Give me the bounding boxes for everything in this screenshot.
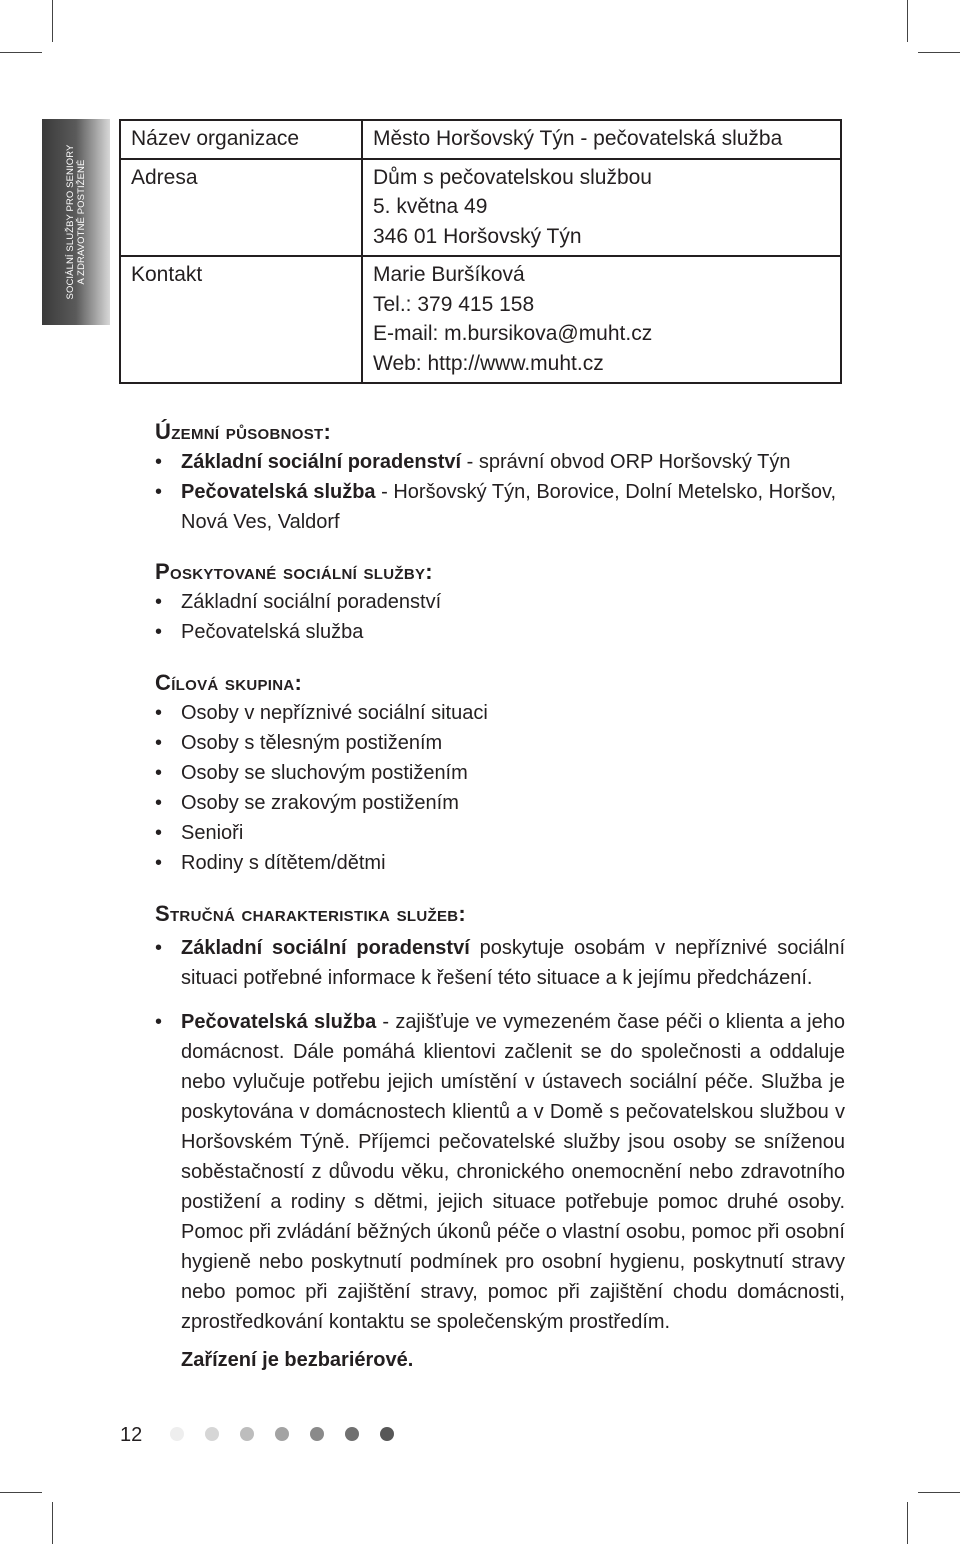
closing-note: Zařízení je bezbariérové. [181, 1349, 414, 1371]
item-text: - správní obvod ORP Horšovský Týn [461, 451, 791, 473]
row-value [362, 159, 841, 257]
page-number: 12 [120, 1424, 143, 1446]
list-item: • Osoby v nepříznivé sociální situaci [155, 698, 845, 728]
side-tab [42, 119, 110, 325]
bullet-list [155, 447, 845, 537]
row-label: Název organizace [120, 120, 362, 159]
list-item [155, 447, 845, 477]
organization-info-table [119, 119, 842, 384]
table-row [120, 120, 841, 159]
row-value [362, 120, 841, 159]
value-line: 5. května 49 [373, 195, 488, 218]
side-tab-text [65, 145, 87, 300]
item-text: - Horšovský Týn, Borovice, Dolní Metelsko, Horšov, Nová Ves, Valdorf [181, 481, 837, 533]
dot-icon [310, 1427, 324, 1441]
row-label: Adresa [120, 159, 362, 257]
item-bold: Pečovatelská služba [181, 481, 376, 503]
list-item: • Osoby se sluchovým postižením [155, 758, 845, 788]
section-charakteristika [155, 899, 845, 1337]
item-text: - zajišťuje ve vymezeném čase péči o klienta a jeho domácnost. Dále pomáhá klientovi začlenit se do společnosti a oddaluje nebo vylučuje potřebu jejich umístění v ústavech sociální péče. Služba je poskytována v domácnostech klientů a v Domě s pečovatelskou službou v Horšovském Týně. Příjemci pečovatelské služby jsou osoby se sníženou soběstačností z důvodu věku, chronického onemocnění nebo zdravotního postižení a rodiny s dětmi, jejich situace potřebuje pomoc druhé osoby. Pomoc při zvládání běžných úkonů péče o vlastní osobu, pomoc při osobní hygieně nebo poskytnutí podmínek pro osobní hygienu, poskytnutí stravy nebo pomoc při zajištění stravy, pomoc při zajištění chodu domácnosti, zprostředkování kontaktu se společenským prostředím. [181, 1011, 845, 1333]
row-label: Kontakt [120, 256, 362, 383]
crop-mark [918, 1492, 960, 1493]
list-item [155, 1007, 845, 1337]
list-item [155, 477, 845, 537]
list-item: • Osoby s tělesným postižením [155, 728, 845, 758]
item-bold: Pečovatelská služba [181, 1011, 377, 1033]
item-bold: Základní sociální poradenství [181, 451, 462, 473]
dot-icon [240, 1427, 254, 1441]
crop-mark [907, 1502, 908, 1544]
section-uzemni-pusobnost [155, 417, 845, 537]
section-heading: Poskytované sociální služby: [155, 559, 433, 584]
list-item: • Rodiny s dítětem/dětmi [155, 848, 845, 878]
list-item: • Senioři [155, 818, 845, 848]
side-tab-line2: A ZDRAVOTNĚ POSTIŽENÉ [76, 159, 87, 285]
section-heading: Stručná charakteristika služeb: [155, 901, 467, 926]
value-line: 346 01 Horšovský Týn [373, 224, 582, 248]
crop-mark [0, 52, 42, 53]
dot-icon [345, 1427, 359, 1441]
section-heading: Cílová skupina: [155, 670, 303, 695]
section-heading: Územní působnost: [155, 419, 332, 444]
contact-email-link[interactable]: E-mail: m.bursikova@muht.cz [373, 322, 653, 345]
contact-name: Marie Buršíková [373, 263, 525, 286]
dot-icon [205, 1427, 219, 1441]
dot-icon [380, 1427, 394, 1441]
table-row [120, 256, 841, 383]
value-line: Město Horšovský Týn - pečovatelská služba [373, 127, 783, 150]
section-cilova-skupina [155, 668, 845, 878]
contact-phone: Tel.: 379 415 158 [373, 292, 535, 316]
row-value [362, 256, 841, 383]
list-item [155, 933, 845, 993]
crop-mark [0, 1492, 42, 1493]
contact-web-link[interactable]: Web: http://www.muht.cz [373, 351, 604, 375]
crop-mark [52, 0, 53, 42]
bullet-list [155, 698, 845, 878]
bullet-list [155, 933, 845, 1337]
table-row [120, 159, 841, 257]
section-poskytovane-sluzby [155, 557, 845, 647]
bullet-list [155, 587, 845, 647]
item-text: poskytuje osobám v nepříznivé sociální situaci potřebné informace k řešení této situace a k jejímu předcházení. [181, 937, 845, 989]
value-line: Dům s pečovatelskou službou [373, 165, 652, 189]
item-bold: Základní sociální poradenství [181, 937, 470, 959]
list-item: • Základní sociální poradenství [155, 587, 845, 617]
crop-mark [52, 1502, 53, 1544]
side-tab-line1: SOCIÁLNÍ SLUŽBY PRO SENIORY [65, 144, 76, 300]
crop-mark [918, 52, 960, 53]
dot-icon [275, 1427, 289, 1441]
crop-mark [907, 0, 908, 42]
dot-icon [170, 1427, 184, 1441]
list-item: • Pečovatelská služba [155, 617, 845, 647]
list-item: • Osoby se zrakovým postižením [155, 788, 845, 818]
